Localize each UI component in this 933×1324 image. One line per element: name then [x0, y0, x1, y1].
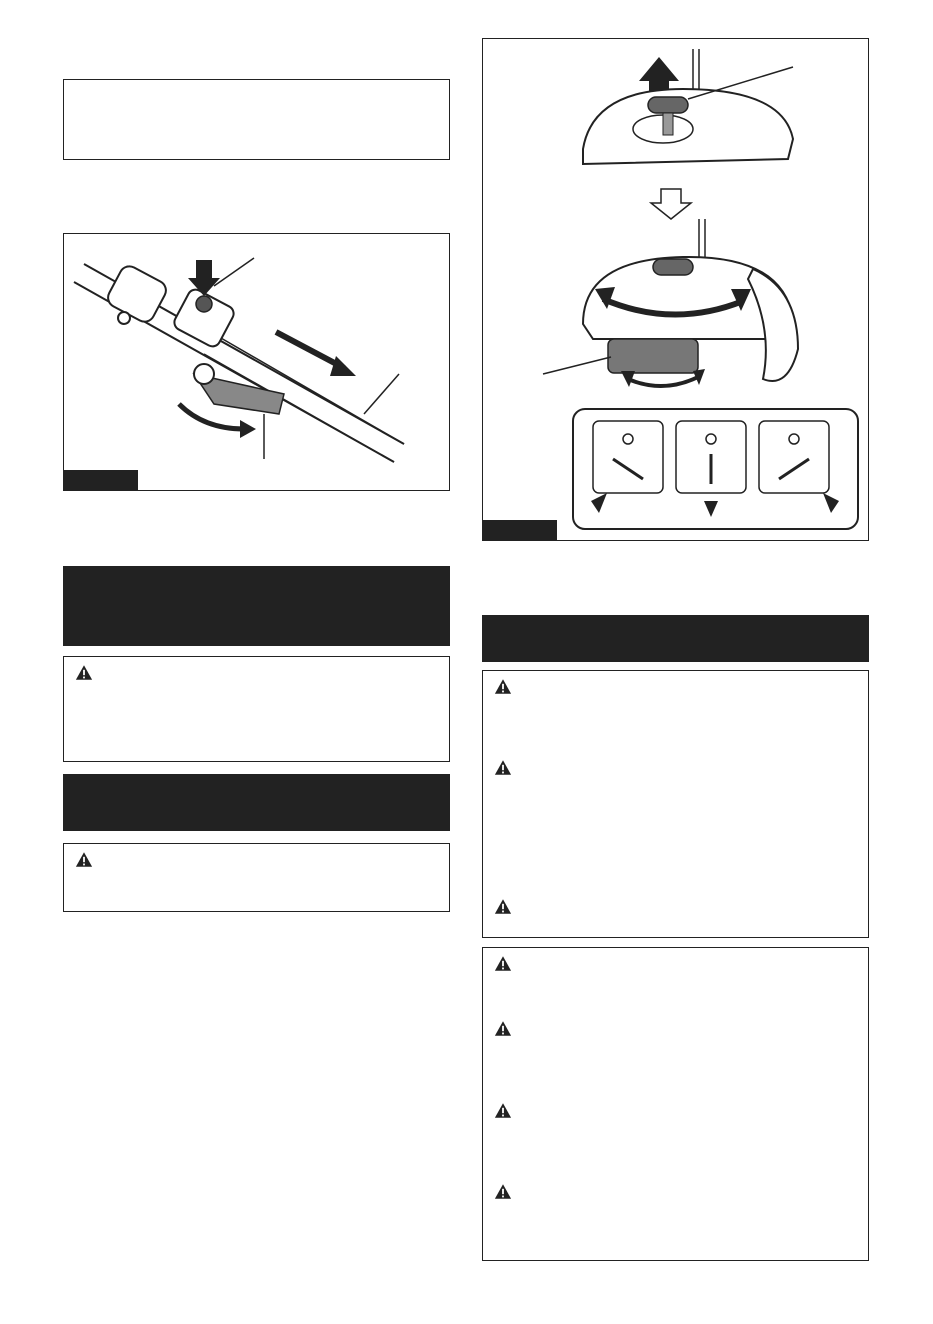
guard-illustration [483, 39, 868, 540]
warning-box-4 [482, 947, 869, 1261]
warning-box-1 [63, 656, 450, 762]
note-box [63, 79, 450, 160]
warning-box-3 [482, 670, 869, 938]
section-heading-1 [63, 566, 450, 646]
shaft-illustration [64, 234, 449, 490]
warning-triangle-icon [494, 1102, 512, 1119]
section-heading-2 [63, 774, 450, 831]
figure-guard-adjust [482, 38, 869, 541]
figure-shaft-release [63, 233, 450, 491]
warning-triangle-icon [494, 678, 512, 695]
section-heading-3 [482, 615, 869, 662]
figure-tag [483, 520, 557, 540]
warning-triangle-icon [494, 1183, 512, 1200]
warning-triangle-icon [75, 851, 93, 868]
warning-box-2 [63, 843, 450, 912]
warning-triangle-icon [494, 759, 512, 776]
warning-triangle-icon [75, 664, 93, 681]
warning-triangle-icon [494, 1020, 512, 1037]
figure-tag [64, 470, 138, 490]
warning-triangle-icon [494, 898, 512, 915]
warning-triangle-icon [494, 955, 512, 972]
